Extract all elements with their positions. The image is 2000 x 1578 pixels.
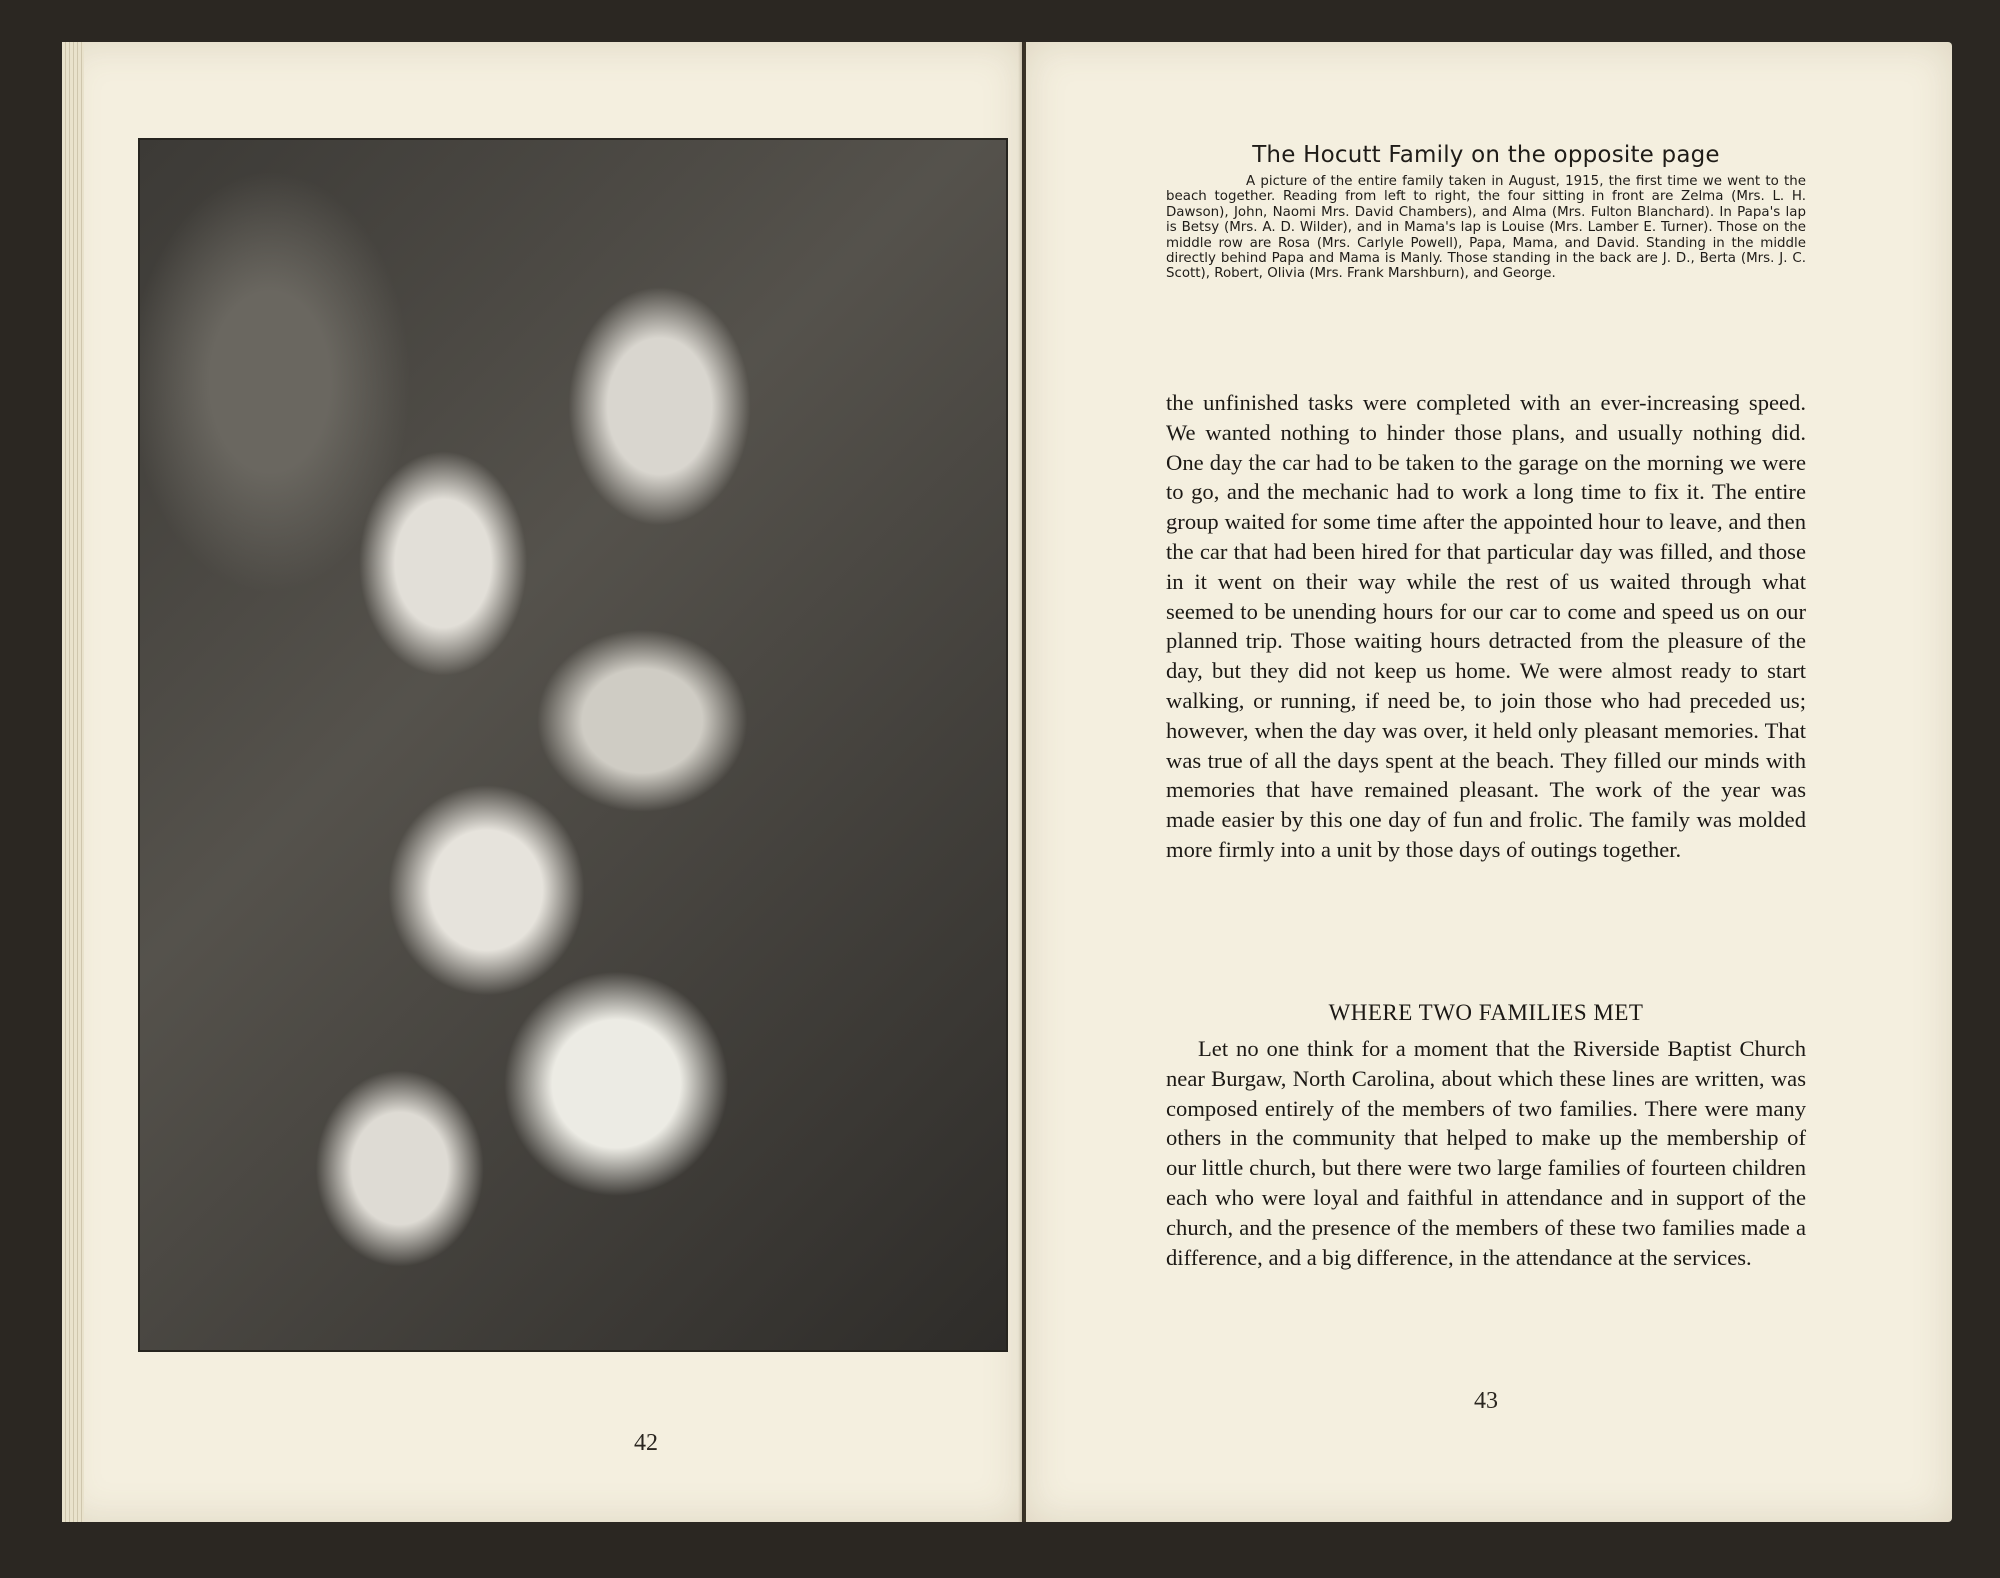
caption-title: The Hocutt Family on the opposite page xyxy=(1252,142,1720,168)
caption-text: A picture of the entire family taken in August, 1915, the first time we went to the beach together. Reading from left to right, the four sitting in front are Zelma (Mrs. L. H. Dawson), John, Naomi Mrs. David Chambers), and Alma (Mrs. Fulton Blanchard). In Papa's lap is Betsy (Mrs. A. D. Wilder), and in Mama's lap is Louise (Mrs. Lamber E. Turner). Those on the middle row are Rosa (Mrs. Carlyle Powell), Papa, Mama, and David. Standing in the middle directly behind Papa and Mama is Manly. Those standing in the back are J. D., Berta (Mrs. J. C. Scott), Robert, Olivia (Mrs. Frank Marshburn), and George. xyxy=(1166,174,1806,282)
section-heading: WHERE TWO FAMILIES MET xyxy=(1328,1000,1644,1025)
family-photograph xyxy=(138,138,1008,1352)
photo-caption xyxy=(1166,142,1806,282)
page-edges xyxy=(62,42,84,1522)
page-number-right: 43 xyxy=(1474,1388,1498,1414)
body-paragraph-2: Let no one think for a moment that the Riverside Baptist Church near Burgaw, North Carolina, about which these lines are written, was composed entirely of the members of two families. There were many others in the community that helped to make up the membership of our little church, but there were two large families of fourteen children each who were loyal and faithful in attendance and in support of the church, and the presence of the members of these two families made a difference, and a big difference, in the attendance at the services. xyxy=(1166,1036,1806,1270)
left-page xyxy=(62,42,1022,1522)
body-paragraph-1: the unfinished tasks were completed with an ever-increasing speed. We wanted nothing to hinder those plans, and usually nothing did. One day the car had to be taken to the garage on the morning we were to go, and the mechanic had to work a long time to fix it. The entire group waited for some time after the appointed hour to leave, and then the car that had been hired for that particular day was filled, and those in it went on their way while the rest of us waited through what seemed to be unending hours for our car to come and speed us on our planned trip. Those waiting hours detracted from the pleasure of the day, but they did not keep us home. We were almost ready to start walking, or running, if need be, to join those who had preceded us; however, when the day was over, it held only pleasant memories. That was true of all the days spent at the beach. They filled our minds with memories that have remained pleasant. The work of the year was made easier by this one day of fun and frolic. The family was molded more firmly into a unit by those days of outings together. xyxy=(1166,390,1806,862)
page-number-left: 42 xyxy=(634,1430,658,1456)
